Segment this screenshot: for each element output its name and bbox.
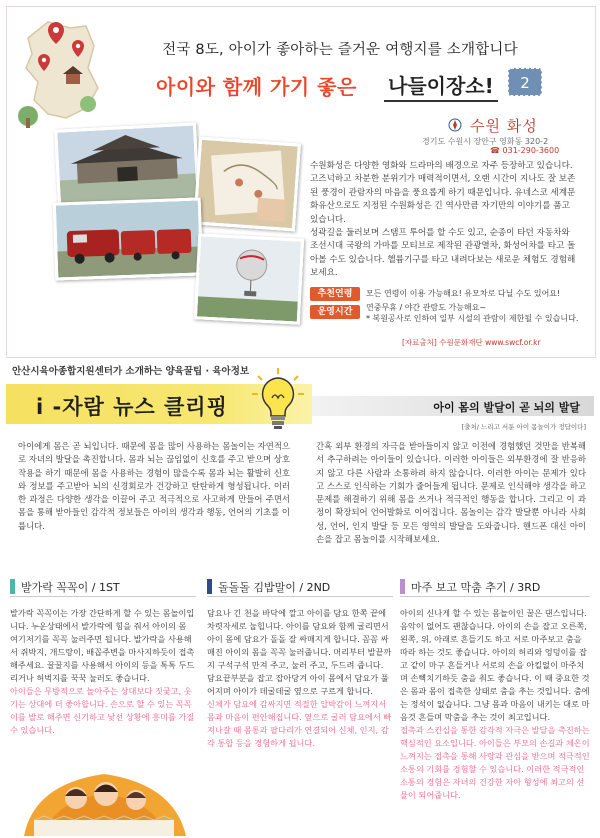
play-column-header — [10, 576, 196, 597]
light-bulb-icon — [248, 366, 308, 436]
play-column-header — [400, 576, 590, 597]
play-column-3 — [400, 576, 590, 802]
travel-subtitle-underlined: 나들이장소! — [384, 70, 498, 102]
opening-hours-note: * 복원공사로 인하여 일부 시설의 관람이 제한될 수 있습니다. — [366, 314, 579, 323]
tour-train-photo — [53, 197, 204, 280]
recommended-age-text: 모든 연령이 이용 가능해요! 유모차로 다닐 수도 있어요! — [366, 289, 561, 298]
org-heading: 안산시육아종합지원센터가 소개하는 양육꿀팁 · 육아정보 — [12, 366, 250, 377]
place-description-paragraph: 성곽길을 둘러보며 스탬프 투어를 할 수도 있고, 순종이 타던 자동차와 조선시대 국왕의 가마를 모티브로 제작된 관광열차, 화성어차를 타고 돌아볼 수도 있습니다. 헬륨기구를 타고 내려다보는 새로운 체험도 경험해보세요. — [310, 228, 576, 279]
play-column-body — [10, 607, 196, 737]
place-description-paragraph: 수원화성은 다양한 영화와 드라마의 배경으로 자주 등장하고 있습니다. 고즈넉하고 차분한 분위기가 매력적이면서, 오랜 시간이 지나도 잘 보존된 풍경이 관람자의 마음을 풍요롭게 하기 때문입니다. 유네스코 세계문화유산으로도 지정된 수원화성은 긴 역사만큼 자기만의 이야기를 품고 있습니다. — [310, 161, 576, 225]
column-accent-bar — [10, 579, 15, 594]
opening-hours-text — [366, 302, 578, 324]
play-column-description: 발가락 꼭꼭이는 가장 간단하게 할 수 있는 몸놀이입니다. 누운상태에서 발가락에 힘을 줘서 아이의 몸 여기저기를 꼭꼭 눌러주면 됩니다. 발가락을 사용해서 쥐박지, 개드랑이, 배꼽주변을 마사지하듯이 접촉해주세요. 꿀꿀지를 사용해서 아이의 등을 톡톡 두드리거나 허벅지를 꾹꾹 눌러도 좋습니다. — [10, 608, 195, 683]
column-accent-bar — [207, 579, 212, 594]
play-column-2 — [207, 576, 393, 750]
travel-source-credit: [자료출처] 수원문화재단 www.swcf.or.kr — [402, 338, 541, 347]
opening-hours-line: 연중무휴 / 야간 관람도 가능해요~ — [366, 303, 487, 312]
play-column-title: 마주 보고 막춤 추기 / 3RD — [411, 580, 541, 594]
play-column-title: 발가락 꼭꼭이 / 1ST — [21, 580, 120, 594]
play-column-header — [207, 576, 393, 597]
place-name: 수원 화성 — [470, 117, 538, 135]
play-column-1 — [10, 576, 196, 737]
play-column-title: 돌돌돌 김밥말이 / 2ND — [218, 580, 331, 594]
play-column-description: 아이의 신나게 할 수 있는 몸놀이인 꿀은 댄스입니다. 음악이 없어도 괜찮습니다. 아이의 손을 잡고 오른쪽, 왼쪽, 위, 아래로 흔들기도 하고 서로 마주보고 춤을 따라 하는 것도 좋습니다. 아이의 허리와 엉덩이를 잡고 같이 마구 흔들거나 서로의 손을 아킬없이 마주치며 손뼉치기하듯 춤을 춰도 좋습니다. 이 때 중요한 것은 몸과 몸이 접촉한 상태로 춤을 추는 것입니다. 춤에는 정석이 없습니다. 그냥 몸과 마음이 내키는 대로 마음것 흔들며 막춤을 추는 것이 최고입니다. — [400, 608, 590, 722]
place-description — [310, 160, 578, 281]
place-phone: ☎ 031-290-3600 — [490, 146, 560, 155]
news-article-source: [출처/ 느리고 서툰 아이 몸놀이가 정답이다] — [461, 423, 586, 431]
travel-subtitle-highlight: 아이와 함께 가기 좋은 — [156, 75, 357, 99]
family-blanket-illustration — [14, 754, 194, 836]
stamp-map-photo — [193, 137, 301, 232]
play-column-description: 담요나 긴 천을 바닥에 깔고 아이를 담요 한쪽 끝에 차렷자세로 눕힙니다. 아이를 담요와 함께 굴리면서 아이 몸에 담요가 돌돌 잘 싸매지게 합니다. 꼼꼼 싸매진 아이의 몸을 꼭꼭 눌러줍니다. 머리부터 발끝까지 구석구석 만져 주고, 눌러 주고, 두드려 줍니다. 담요끝부분을 잡고 잡아당겨 아이 몸에서 담요가 풀어지며 아이가 데굴데굴 옆으로 구르게 합니다. — [207, 608, 392, 696]
play-column-body — [400, 607, 590, 802]
fortress-photo — [54, 122, 200, 207]
opening-hours-label: 운영시간 — [310, 305, 360, 319]
korea-map-illustration — [8, 8, 116, 128]
column-accent-bar — [400, 579, 405, 594]
recommended-age-label: 추천연령 — [310, 287, 360, 301]
play-column-tip: 접촉과 스킨십을 통한 감각적 자극은 발달을 촉진하는 핵심적인 요소입니다. 아이들은 부모의 손길과 체온이 느껴지는 접촉을 통해 사랑과 관심을 받으며 적극적인 소통의 기회를 경험할 수 있습니다. 이러한 적극적인 소통의 경험은 자녀의 건강한 자아 형성에 최고의 선물이 되어줍니다. — [400, 725, 590, 800]
stamp-sticker-icon — [506, 66, 544, 98]
news-banner-title: i -자람 뉴스 클리핑 — [36, 395, 228, 419]
news-article-title: 아이 몸의 발달이 곧 뇌의 발달 — [433, 401, 580, 414]
compass-icon — [448, 118, 462, 132]
travel-heading: 전국 8도, 아이가 좋아하는 즐거운 여행지를 소개합니다 — [162, 42, 518, 58]
play-column-tip: 아이들은 무방적으로 놀아주는 상대보다 짓궂고, 웃기는 상대에 더 좋아합니다. 손으로 할 수 있는 꼭꼭이를 발로 해주면 신기하고 낯선 상황에 흥미를 가질 수 있습니다. — [10, 686, 195, 735]
play-column-body — [207, 607, 393, 750]
article-right-column: 간혹 외부 환경의 자극을 받아들이지 않고 이전에 경험했던 것만을 반복해서 추구하려는 아이들이 있습니다. 이러한 아이들은 외부환경에 잘 반응하지 않고 다른 사람과 소통하려 하지 않습니다. 이러한 아이는 문제가 있다고 스스로 인식하는 기회가 줄어들게 됩니다. 문제로 인식해야 생각을 하고 문제를 해결하기 위해 몸을 쓰거나 적극적인 행동을 합니다. 그리고 이 과정이 확장되어 언어발화로 이어집니다. 몸놀이는 감각 발달뿐 아니라 사회성, 언어, 인지 발달 등 모든 영역의 발달을 도와줍니다. 핸드폰 대신 아이 손을 잡고 몸놀이를 시작해보세요. — [316, 441, 586, 545]
article-left-column: 아이에게 몸은 곧 뇌입니다. 때문에 몸을 많이 사용하는 몸놀이는 자연적으로 자녀의 발달을 촉진합니다. 몸과 뇌는 끊임없이 신호를 주고 받으며 상호작용을 하기 때문에 몸을 사용하는 경험이 많을수록 몸과 뇌는 활발히 신호와 정보를 주고받아 뇌의 신경회로가 건강하고 탄탄하게 형성됩니다. 이러한 과정은 다양한 생각을 이끌어 주고 적극적으로 사고하게 만들어 주면서 몸을 통해 받아들인 감각적 정보들은 아이의 생각과 행동, 언어의 기초를 이룹니다. — [18, 441, 290, 531]
svg-text:2: 2 — [520, 74, 530, 92]
helium-balloon-photo — [194, 233, 304, 324]
play-column-tip: 신체가 담요에 감싸지면 적절한 압박감이 느껴지서 몸과 마음이 편안해집니다. 옆으로 굴러 담요에서 빠져나갈 때 몸통과 팔다리가 연결되어 신체, 인지, 감각 통합 등을 경험하게 됩니다. — [207, 699, 392, 748]
place-address: 경기도 수원시 장안구 영화동 320-2 — [422, 137, 549, 146]
